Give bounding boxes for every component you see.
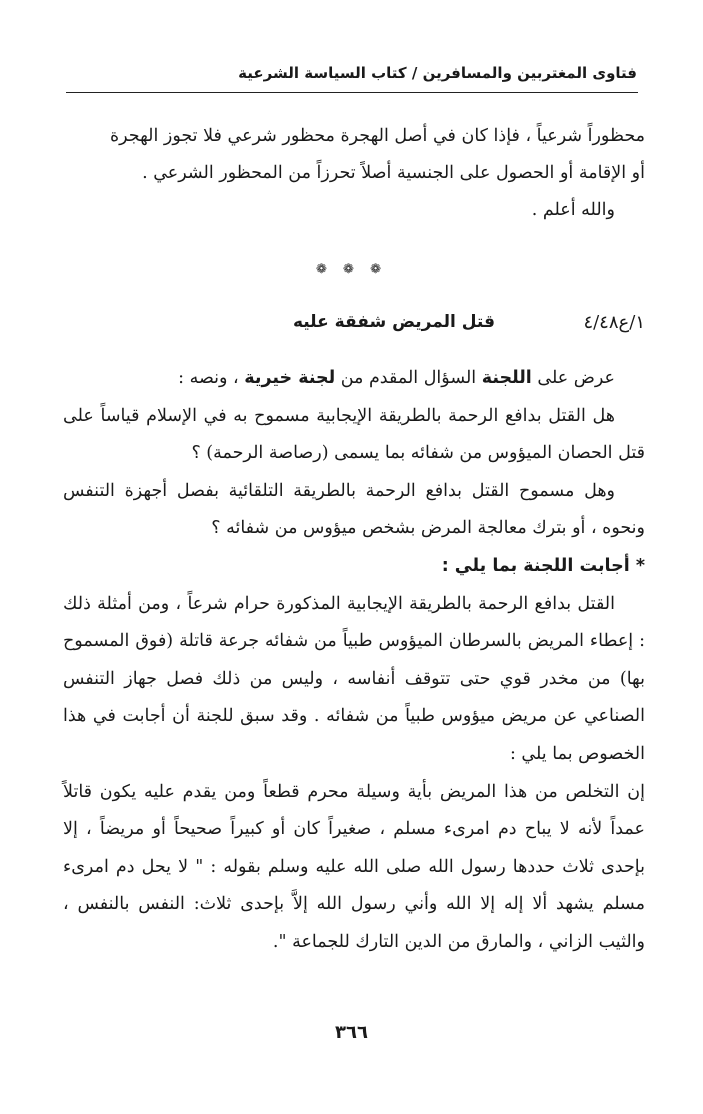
intro-text bbox=[63, 118, 645, 229]
charity-name: لجنة خيرية bbox=[244, 368, 336, 388]
fatwa-reference: ١/ع٤/٤٨ bbox=[583, 312, 645, 333]
header-rule bbox=[66, 92, 638, 93]
section-ornament: ❁ ❁ ❁ bbox=[316, 262, 387, 277]
answer-paragraph-1: القتل بدافع الرحمة بالطريقة الإيجابية المذكورة حرام شرعاً ، ومن أمثلة ذلك : إعطاء المريض بالسرطان الميؤوس طبياً من شفائه جرعة قاتلة (فوق المسموح بها) من مخدر قوي حتى تتوقف أنفاسه ، وليس من ذلك فصل جهاز التنفس الصناعي عن مريض ميؤوس طبياً من شفائه . وقد سبق للجنة أن أجابت في هذا الخصوص بما يلي : bbox=[63, 593, 645, 764]
section-title: قتل المريض شفقة عليه bbox=[292, 312, 495, 332]
question-intro bbox=[63, 360, 645, 398]
main-text bbox=[63, 360, 645, 962]
page-number: ٣٦٦ bbox=[335, 1022, 368, 1043]
question-intro-post: ، ونصه : bbox=[178, 368, 245, 388]
answer-heading: * أجابت اللجنة بما يلي : bbox=[441, 555, 645, 576]
intro-line-3: والله أعلم . bbox=[531, 200, 615, 220]
intro-line-1: محظوراً شرعياً ، فإذا كان في أصل الهجرة محظور شرعي فلا تجوز الهجرة bbox=[109, 126, 645, 146]
question-2: وهل مسموح القتل بدافع الرحمة بالطريقة التلقائية بفصل أجهزة التنفس ونحوه ، أو بترك معالجة المرض بشخص ميؤوس من شفائه ؟ bbox=[63, 480, 645, 539]
running-header: فتاوى المغتربين والمسافرين / كتاب السياسة الشرعية bbox=[238, 64, 637, 82]
intro-line-2: أو الإقامة أو الحصول على الجنسية أصلاً تحرزاً من المحظور الشرعي . bbox=[142, 163, 645, 183]
question-1: هل القتل بدافع الرحمة بالطريقة الإيجابية مسموح به في الإسلام قياساً على قتل الحصان الميؤوس من شفائه بما يسمى (رصاصة الرحمة) ؟ bbox=[63, 405, 645, 464]
answer-paragraph-2: إن التخلص من هذا المريض بأية وسيلة محرم قطعاً ومن يقدم عليه يكون قاتلاً عمداً لأنه لا يباح دم امرىء مسلم ، صغيراً كان أو كبيراً صحيحاً أو مريضاً ، إلا بإحدى ثلاث حددها رسول الله صلى الله عليه وسلم بقوله : " لا يحل دم امرىء مسلم يشهد ألا إله إلا الله وأني رسول الله إلاَّ بإحدى ثلاث: النفس بالنفس ، والثيب الزاني ، والمارق من الدين التارك للجماعة ". bbox=[63, 781, 645, 952]
committee-name: اللجنة bbox=[481, 368, 532, 388]
section-heading bbox=[63, 312, 645, 342]
question-intro-mid: السؤال المقدم من bbox=[335, 368, 482, 388]
question-intro-pre: عرض على bbox=[531, 368, 615, 388]
